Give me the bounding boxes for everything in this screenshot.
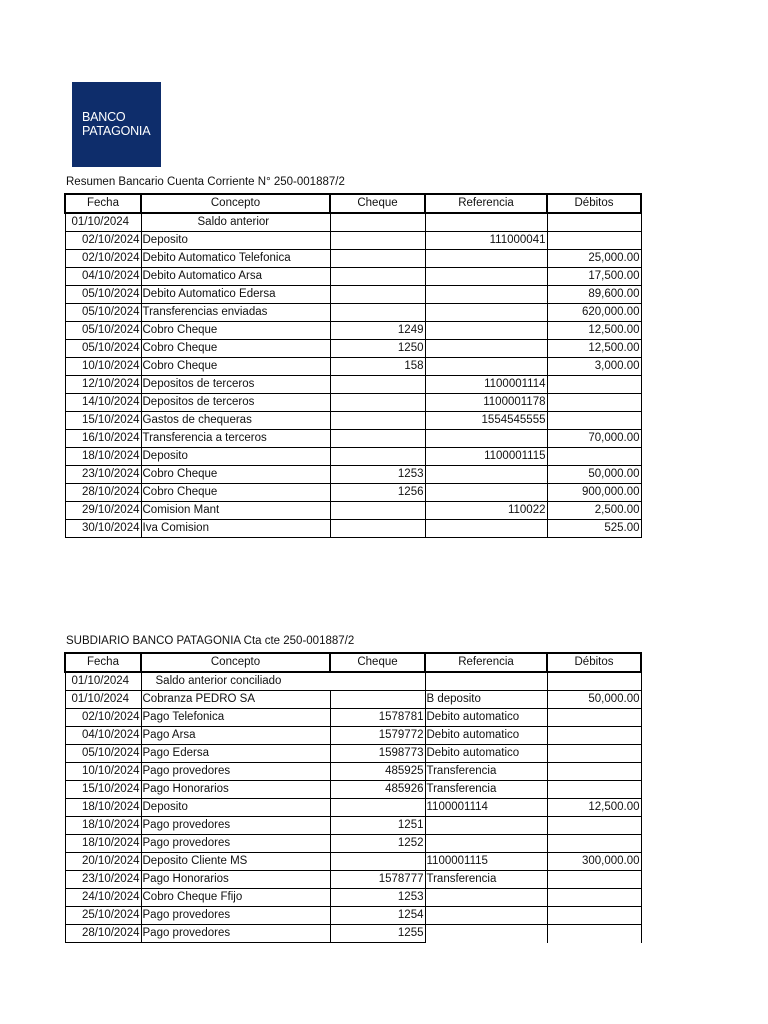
table-row bbox=[65, 268, 641, 286]
cell-fecha: 28/10/2024 bbox=[65, 484, 141, 502]
cell-referencia: 1554545555 bbox=[425, 412, 547, 430]
cell-cheque bbox=[330, 250, 425, 268]
cell-fecha: 25/10/2024 bbox=[65, 907, 141, 925]
cell-cheque bbox=[330, 430, 425, 448]
cell-cheque bbox=[330, 799, 425, 817]
cell-debitos: 900,000.00 bbox=[547, 484, 641, 502]
cell-referencia bbox=[425, 520, 547, 538]
cell-concepto: Cobro Cheque bbox=[141, 358, 330, 376]
table-row bbox=[65, 691, 641, 709]
cell-cheque: 1578777 bbox=[330, 871, 425, 889]
cell-concepto: Gastos de chequeras bbox=[141, 412, 330, 430]
cell-debitos bbox=[547, 817, 641, 835]
cell-referencia bbox=[425, 250, 547, 268]
header-fecha: Fecha bbox=[65, 653, 141, 672]
opening-balance-row bbox=[65, 213, 641, 232]
cell-fecha: 01/10/2024 bbox=[65, 691, 141, 709]
cell-debitos: 300,000.00 bbox=[547, 853, 641, 871]
cell-concepto: Cobro Cheque Ffijo bbox=[141, 889, 330, 907]
cell-referencia bbox=[425, 889, 547, 907]
cell-concepto: Debito Automatico Arsa bbox=[141, 268, 330, 286]
cell-concepto: Deposito bbox=[141, 232, 330, 250]
header-cheque: Cheque bbox=[330, 194, 425, 213]
cell-fecha: 05/10/2024 bbox=[65, 322, 141, 340]
cell-fecha: 18/10/2024 bbox=[65, 817, 141, 835]
table-row bbox=[65, 745, 641, 763]
cell-debitos bbox=[547, 889, 641, 907]
cell-concepto: Pago provedores bbox=[141, 835, 330, 853]
cell-fecha: 14/10/2024 bbox=[65, 394, 141, 412]
cell-debitos: 3,000.00 bbox=[547, 358, 641, 376]
cell-fecha: 05/10/2024 bbox=[65, 745, 141, 763]
cell-cheque bbox=[330, 304, 425, 322]
cell-referencia bbox=[425, 817, 547, 835]
cell-debitos: 50,000.00 bbox=[547, 466, 641, 484]
cell-cheque: 1250 bbox=[330, 340, 425, 358]
cell-cheque: 1598773 bbox=[330, 745, 425, 763]
bank-statement-table bbox=[64, 193, 642, 538]
table-row bbox=[65, 871, 641, 889]
cell-fecha: 18/10/2024 bbox=[65, 448, 141, 466]
statement-title: Resumen Bancario Cuenta Corriente N° 250-001887/2 bbox=[66, 176, 345, 188]
cell-cheque bbox=[330, 394, 425, 412]
cell-fecha: 04/10/2024 bbox=[65, 268, 141, 286]
subdiary-title: SUBDIARIO BANCO PATAGONIA Cta cte 250-001887/2 bbox=[66, 635, 355, 647]
table-row bbox=[65, 466, 641, 484]
cell-fecha: 10/10/2024 bbox=[65, 358, 141, 376]
cell-concepto: Iva Comision bbox=[141, 520, 330, 538]
cell-fecha: 30/10/2024 bbox=[65, 520, 141, 538]
cell-fecha: 18/10/2024 bbox=[65, 799, 141, 817]
cell-concepto: Cobro Cheque bbox=[141, 340, 330, 358]
cell-concepto: Cobro Cheque bbox=[141, 322, 330, 340]
cell-cheque bbox=[330, 853, 425, 871]
table-row bbox=[65, 340, 641, 358]
cell-concepto: Deposito bbox=[141, 448, 330, 466]
cell-debitos: 17,500.00 bbox=[547, 268, 641, 286]
cell-fecha: 10/10/2024 bbox=[65, 763, 141, 781]
cell-concepto: Depositos de terceros bbox=[141, 394, 330, 412]
cell-referencia: 1100001115 bbox=[425, 448, 547, 466]
cell-debitos: 25,000.00 bbox=[547, 250, 641, 268]
cell-fecha: 20/10/2024 bbox=[65, 853, 141, 871]
cell-cheque bbox=[330, 520, 425, 538]
header-debitos: Débitos bbox=[547, 653, 641, 672]
cell-referencia: Debito automatico bbox=[425, 709, 547, 727]
cell-debitos bbox=[547, 376, 641, 394]
cell-referencia bbox=[425, 358, 547, 376]
cell-referencia: Debito automatico bbox=[425, 727, 547, 745]
cell-concepto: Deposito Cliente MS bbox=[141, 853, 330, 871]
cell-concepto: Pago provedores bbox=[141, 763, 330, 781]
table-row bbox=[65, 835, 641, 853]
subdiary-table bbox=[64, 652, 642, 943]
cell-debitos: 12,500.00 bbox=[547, 340, 641, 358]
cell-concepto: Pago Honorarios bbox=[141, 781, 330, 799]
logo-line-2: PATAGONIA bbox=[82, 124, 151, 138]
cell-cheque: 485925 bbox=[330, 763, 425, 781]
cell-concepto: Debito Automatico Edersa bbox=[141, 286, 330, 304]
header-referencia: Referencia bbox=[425, 194, 547, 213]
cell-cheque: 1251 bbox=[330, 817, 425, 835]
cell-concepto: Deposito bbox=[141, 799, 330, 817]
table-row bbox=[65, 709, 641, 727]
cell-fecha: 02/10/2024 bbox=[65, 250, 141, 268]
table-row bbox=[65, 484, 641, 502]
cell-debitos bbox=[547, 448, 641, 466]
cell-fecha: 05/10/2024 bbox=[65, 340, 141, 358]
cell-cheque bbox=[330, 376, 425, 394]
table-row bbox=[65, 727, 641, 745]
cell-cheque: 158 bbox=[330, 358, 425, 376]
cell-concepto: Debito Automatico Telefonica bbox=[141, 250, 330, 268]
cell-fecha: 15/10/2024 bbox=[65, 412, 141, 430]
cell-debitos bbox=[547, 412, 641, 430]
cell-concepto: Cobranza PEDRO SA bbox=[141, 691, 330, 709]
header-referencia: Referencia bbox=[425, 653, 547, 672]
cell-debitos bbox=[547, 394, 641, 412]
logo-line-1: BANCO bbox=[82, 110, 126, 124]
cell-cheque bbox=[330, 286, 425, 304]
cell-concepto: Depositos de terceros bbox=[141, 376, 330, 394]
cell-cheque: 1256 bbox=[330, 484, 425, 502]
table-row bbox=[65, 250, 641, 268]
opening-balance-row bbox=[65, 672, 641, 691]
cell-fecha: 18/10/2024 bbox=[65, 835, 141, 853]
cell-debitos: 12,500.00 bbox=[547, 799, 641, 817]
cell-fecha: 28/10/2024 bbox=[65, 925, 141, 943]
cell-debitos bbox=[547, 907, 641, 925]
cell-referencia bbox=[425, 286, 547, 304]
cell-cheque: 1253 bbox=[330, 466, 425, 484]
cell-debitos bbox=[547, 232, 641, 250]
table-row bbox=[65, 232, 641, 250]
table-row bbox=[65, 817, 641, 835]
table-row bbox=[65, 925, 641, 943]
cell-referencia bbox=[425, 484, 547, 502]
cell-debitos bbox=[547, 835, 641, 853]
cell-concepto: Transferencias enviadas bbox=[141, 304, 330, 322]
opening-date: 01/10/2024 bbox=[65, 213, 141, 232]
header-debitos: Débitos bbox=[547, 194, 641, 213]
table-row bbox=[65, 430, 641, 448]
cell-fecha: 29/10/2024 bbox=[65, 502, 141, 520]
table-row bbox=[65, 412, 641, 430]
cell-concepto: Pago Arsa bbox=[141, 727, 330, 745]
cell-fecha: 23/10/2024 bbox=[65, 871, 141, 889]
cell-referencia bbox=[425, 430, 547, 448]
cell-fecha: 02/10/2024 bbox=[65, 709, 141, 727]
table-row bbox=[65, 304, 641, 322]
table-row bbox=[65, 889, 641, 907]
cell-debitos: 2,500.00 bbox=[547, 502, 641, 520]
cell-concepto: Pago provedores bbox=[141, 907, 330, 925]
cell-referencia: B deposito bbox=[425, 691, 547, 709]
cell-fecha: 23/10/2024 bbox=[65, 466, 141, 484]
cell-debitos bbox=[547, 781, 641, 799]
cell-debitos bbox=[547, 709, 641, 727]
cell-fecha: 04/10/2024 bbox=[65, 727, 141, 745]
cell-debitos: 525.00 bbox=[547, 520, 641, 538]
header-fecha: Fecha bbox=[65, 194, 141, 213]
cell-concepto: Pago provedores bbox=[141, 817, 330, 835]
cell-concepto: Transferencia a terceros bbox=[141, 430, 330, 448]
cell-referencia: 1100001178 bbox=[425, 394, 547, 412]
table-row bbox=[65, 520, 641, 538]
cell-debitos: 620,000.00 bbox=[547, 304, 641, 322]
header-concepto: Concepto bbox=[141, 653, 330, 672]
cell-debitos: 12,500.00 bbox=[547, 322, 641, 340]
header-concepto: Concepto bbox=[141, 194, 330, 213]
cell-referencia: 1100001114 bbox=[425, 799, 547, 817]
table-row bbox=[65, 799, 641, 817]
cell-cheque: 1253 bbox=[330, 889, 425, 907]
cell-referencia bbox=[425, 322, 547, 340]
cell-cheque: 485926 bbox=[330, 781, 425, 799]
header-row bbox=[65, 194, 641, 213]
table-row bbox=[65, 448, 641, 466]
table-row bbox=[65, 286, 641, 304]
table-row bbox=[65, 781, 641, 799]
cell-fecha: 05/10/2024 bbox=[65, 286, 141, 304]
table-row bbox=[65, 907, 641, 925]
cell-referencia: Transferencia bbox=[425, 763, 547, 781]
cell-referencia bbox=[425, 268, 547, 286]
cell-debitos bbox=[547, 925, 641, 943]
table-row bbox=[65, 502, 641, 520]
cell-cheque: 1255 bbox=[330, 925, 425, 943]
cell-cheque bbox=[330, 448, 425, 466]
cell-cheque bbox=[330, 268, 425, 286]
cell-debitos bbox=[547, 745, 641, 763]
cell-debitos: 89,600.00 bbox=[547, 286, 641, 304]
cell-referencia: 1100001115 bbox=[425, 853, 547, 871]
cell-fecha: 02/10/2024 bbox=[65, 232, 141, 250]
table-row bbox=[65, 376, 641, 394]
cell-cheque: 1254 bbox=[330, 907, 425, 925]
cell-concepto: Pago Telefonica bbox=[141, 709, 330, 727]
cell-referencia bbox=[425, 340, 547, 358]
table-row bbox=[65, 763, 641, 781]
table-row bbox=[65, 358, 641, 376]
cell-referencia: Transferencia bbox=[425, 871, 547, 889]
header-row bbox=[65, 653, 641, 672]
cell-referencia: 1100001114 bbox=[425, 376, 547, 394]
cell-referencia: Debito automatico bbox=[425, 745, 547, 763]
opening-label: Saldo anterior bbox=[141, 213, 330, 232]
cell-concepto: Cobro Cheque bbox=[141, 484, 330, 502]
opening-label: Saldo anterior conciliado bbox=[141, 672, 425, 691]
cell-debitos bbox=[547, 871, 641, 889]
cell-concepto: Cobro Cheque bbox=[141, 466, 330, 484]
cell-debitos bbox=[547, 727, 641, 745]
cell-cheque bbox=[330, 502, 425, 520]
cell-cheque: 1578781 bbox=[330, 709, 425, 727]
cell-referencia bbox=[425, 925, 547, 943]
table-row bbox=[65, 853, 641, 871]
cell-fecha: 24/10/2024 bbox=[65, 889, 141, 907]
cell-fecha: 16/10/2024 bbox=[65, 430, 141, 448]
cell-cheque: 1249 bbox=[330, 322, 425, 340]
cell-fecha: 05/10/2024 bbox=[65, 304, 141, 322]
cell-referencia bbox=[425, 907, 547, 925]
cell-cheque bbox=[330, 691, 425, 709]
cell-referencia: Transferencia bbox=[425, 781, 547, 799]
header-cheque: Cheque bbox=[330, 653, 425, 672]
cell-concepto: Pago Edersa bbox=[141, 745, 330, 763]
cell-debitos bbox=[547, 763, 641, 781]
cell-cheque: 1252 bbox=[330, 835, 425, 853]
bank-logo bbox=[72, 82, 161, 167]
cell-referencia: 110022 bbox=[425, 502, 547, 520]
cell-cheque bbox=[330, 412, 425, 430]
cell-concepto: Pago provedores bbox=[141, 925, 330, 943]
cell-concepto: Pago Honorarios bbox=[141, 871, 330, 889]
cell-concepto: Comision Mant bbox=[141, 502, 330, 520]
cell-referencia: 111000041 bbox=[425, 232, 547, 250]
cell-debitos: 70,000.00 bbox=[547, 430, 641, 448]
opening-date: 01/10/2024 bbox=[65, 672, 141, 691]
cell-cheque bbox=[330, 232, 425, 250]
cell-debitos: 50,000.00 bbox=[547, 691, 641, 709]
cell-fecha: 15/10/2024 bbox=[65, 781, 141, 799]
cell-fecha: 12/10/2024 bbox=[65, 376, 141, 394]
cell-referencia bbox=[425, 835, 547, 853]
table-row bbox=[65, 322, 641, 340]
cell-cheque: 1579772 bbox=[330, 727, 425, 745]
table-row bbox=[65, 394, 641, 412]
cell-referencia bbox=[425, 304, 547, 322]
cell-referencia bbox=[425, 466, 547, 484]
